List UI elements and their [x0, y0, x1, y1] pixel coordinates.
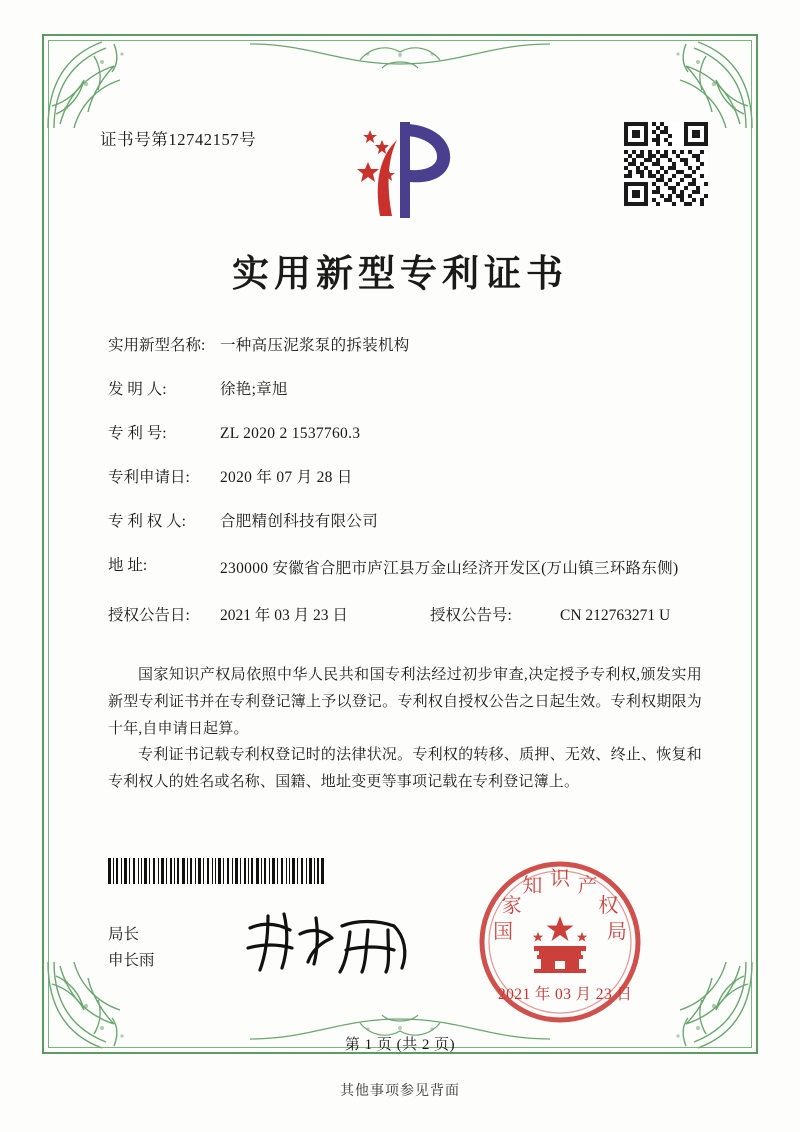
- svg-text:产: 产: [577, 873, 598, 898]
- field-value: ZL 2020 2 1537760.3: [220, 425, 361, 442]
- field-label: 发 明 人:: [108, 381, 167, 398]
- field-row-utility-model-name: [108, 336, 708, 356]
- legal-paragraph-1: 国家知识产权局依照中华人民共和国专利法经过初步审查,决定授予专利权,颁发实用新型专利证书并在专利登记簿上予以登记。专利权自授权公告之日起生效。专利权期限为十年,自申请日起算。: [108, 667, 702, 737]
- field-row-inventor: [108, 380, 708, 400]
- handwritten-signature: [238, 908, 428, 978]
- director-role-label: 局长: [108, 926, 140, 943]
- field-row-application-date: [108, 468, 708, 488]
- page-number: 第 1 页 (共 2 页): [344, 1037, 456, 1053]
- field-label: 专 利 号:: [108, 425, 167, 442]
- seal-date: 2021 年 03 月 23 日: [498, 986, 633, 1003]
- field-row-patent-number: [108, 424, 708, 444]
- director-name-label: 申长雨: [108, 952, 155, 969]
- page-title: 实用新型专利证书: [232, 251, 568, 295]
- field-list: [108, 336, 708, 636]
- svg-text:国: 国: [493, 919, 514, 944]
- field-row-announcement: [108, 606, 708, 626]
- certificate-number: 证书号第12742157号: [100, 130, 257, 149]
- svg-text:识: 识: [550, 866, 570, 890]
- svg-text:知: 知: [522, 873, 543, 898]
- field-value: 2020 年 07 月 28 日: [220, 469, 353, 486]
- field-value: 一种高压泥浆泵的拆装机构: [220, 337, 410, 354]
- svg-text:权: 权: [598, 892, 619, 917]
- footnote: 其他事项参见背面: [340, 1084, 460, 1099]
- svg-text:家: 家: [501, 892, 522, 917]
- field-value: 合肥精创科技有限公司: [220, 513, 379, 530]
- field-row-patentee: [108, 512, 708, 532]
- signature-labels: [108, 922, 155, 974]
- field-label: 专 利 权 人:: [108, 513, 186, 530]
- field-value: 230000 安徽省合肥市庐江县万金山经济开发区(万山镇三环路东侧): [220, 560, 679, 577]
- qr-code: [624, 122, 708, 206]
- announcement-number-value: CN 212763271 U: [560, 607, 671, 624]
- announcement-date-value: 2021 年 03 月 23 日: [220, 607, 348, 624]
- legal-paragraph-2: 专利证书记载专利权登记时的法律状况。专利权的转移、质押、无效、终止、恢复和专利权人的姓名或名称、国籍、地址变更等事项记载在专利登记簿上。: [108, 747, 702, 790]
- field-label: 地 址:: [108, 557, 148, 574]
- field-label: 实用新型名称:: [108, 337, 206, 354]
- announcement-number-label: 授权公告号:: [430, 607, 512, 624]
- cnipa-logo-icon: [352, 118, 464, 222]
- field-label: 专利申请日:: [108, 469, 190, 486]
- barcode: [108, 858, 324, 884]
- announcement-date-label: 授权公告日:: [108, 607, 190, 624]
- svg-text:局: 局: [606, 919, 627, 944]
- field-row-address: [108, 556, 708, 582]
- field-value: 徐艳;章旭: [220, 381, 288, 398]
